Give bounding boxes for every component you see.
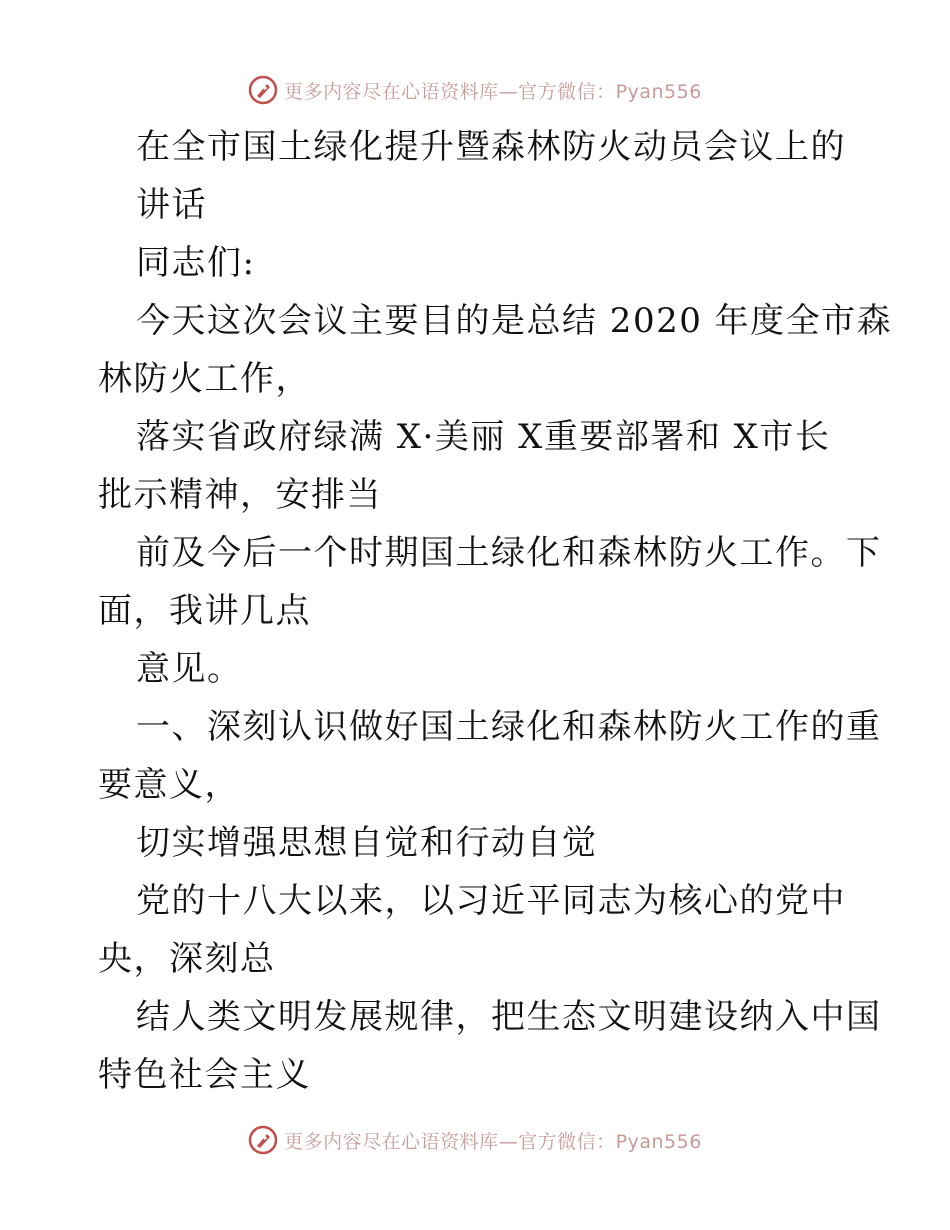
text-line: 党的十八大以来，以习近平同志为核心的党中 — [136, 881, 846, 921]
text-line: 一、深刻认识做好国土绿化和森林防火工作的重 — [136, 707, 882, 747]
pen-nib-logo-icon — [248, 75, 278, 105]
document-body — [98, 118, 893, 1104]
banner-text: 更多内容尽在心语资料库—官方微信：Pyan556 — [284, 80, 702, 103]
header-banner — [0, 70, 950, 110]
text-line: 今天这次会议主要目的是总结 2020 年度全市森 — [136, 301, 893, 341]
banner-text: 更多内容尽在心语资料库—官方微信：Pyan556 — [284, 1130, 702, 1153]
text-line: 讲话 — [136, 185, 207, 225]
text-line: 结人类文明发展规律，把生态文明建设纳入中国 — [136, 997, 882, 1037]
pen-nib-logo-icon — [248, 1125, 278, 1155]
text-line: 在全市国土绿化提升暨森林防火动员会议上的 — [136, 127, 846, 167]
text-line: 面，我讲几点 — [98, 591, 311, 631]
text-line: 前及今后一个时期国土绿化和森林防火工作。下 — [136, 533, 882, 573]
text-line: 同志们: — [136, 243, 256, 283]
text-line: 切实增强思想自觉和行动自觉 — [136, 823, 598, 863]
text-line: 落实省政府绿满 X·美丽 X重要部署和 X市长 — [136, 417, 831, 457]
text-line: 央，深刻总 — [98, 939, 276, 979]
text-line: 要意义， — [98, 765, 240, 805]
text-line: 特色社会主义 — [98, 1055, 311, 1095]
text-line: 批示精神，安排当 — [98, 475, 382, 515]
text-line: 林防火工作， — [98, 359, 311, 399]
text-line: 意见。 — [136, 649, 243, 689]
footer-banner — [0, 1120, 950, 1160]
